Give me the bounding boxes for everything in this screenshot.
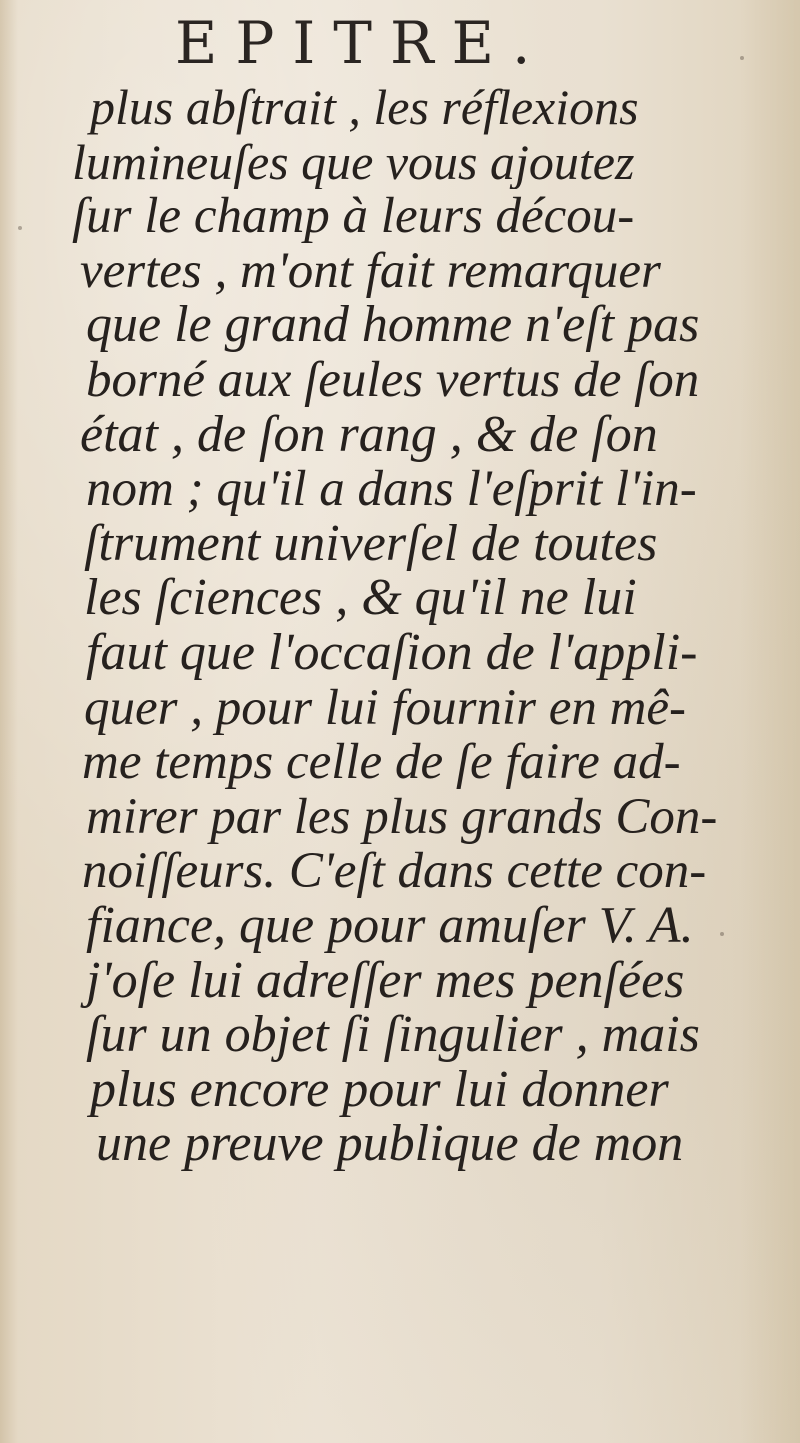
text-line: plus encore pour lui donner: [90, 1062, 669, 1118]
running-header: EPITRE.: [175, 9, 549, 77]
text-line: borné aux ſeules vertus de ſon: [86, 352, 700, 408]
text-line: quer , pour lui fournir en mê-: [84, 680, 687, 736]
text-line: nom ; qu'il a dans l'eſprit l'in-: [86, 462, 697, 517]
text-line: noiſſeurs. C'eſt dans cette con-: [82, 844, 707, 899]
paper-speck: [18, 226, 22, 230]
text-line: mirer par les plus grands Con-: [86, 789, 718, 845]
text-line: fiance, que pour amuſer V. A.: [86, 898, 694, 954]
text-line: état , de ſon rang , & de ſon: [80, 407, 658, 463]
paper-speck: [740, 56, 744, 60]
text-line: ſur un objet ſi ſingulier , mais: [86, 1008, 700, 1063]
text-line: ſur le champ à leurs décou-: [72, 189, 635, 244]
text-line: faut que l'occaſion de l'appli-: [86, 625, 698, 681]
text-line: une preuve publique de mon: [96, 1117, 684, 1172]
text-line: me temps celle de ſe faire ad-: [82, 735, 681, 790]
page-gutter-shadow: [0, 0, 18, 1443]
text-line: ſtrument univerſel de toutes: [84, 516, 658, 572]
paper-speck: [720, 932, 724, 936]
text-line: j'oſe lui adreſſer mes penſées: [86, 953, 685, 1009]
text-line: plus abſtrait , les réflexions: [90, 80, 639, 135]
text-line: que le grand homme n'eſt pas: [86, 298, 700, 353]
text-line: les ſciences , & qu'il ne lui: [84, 571, 637, 626]
text-line: vertes , m'ont fait remarquer: [80, 243, 661, 299]
body-text: [38, 80, 760, 1172]
text-line: lumineuſes que vous ajoutez: [72, 134, 635, 190]
